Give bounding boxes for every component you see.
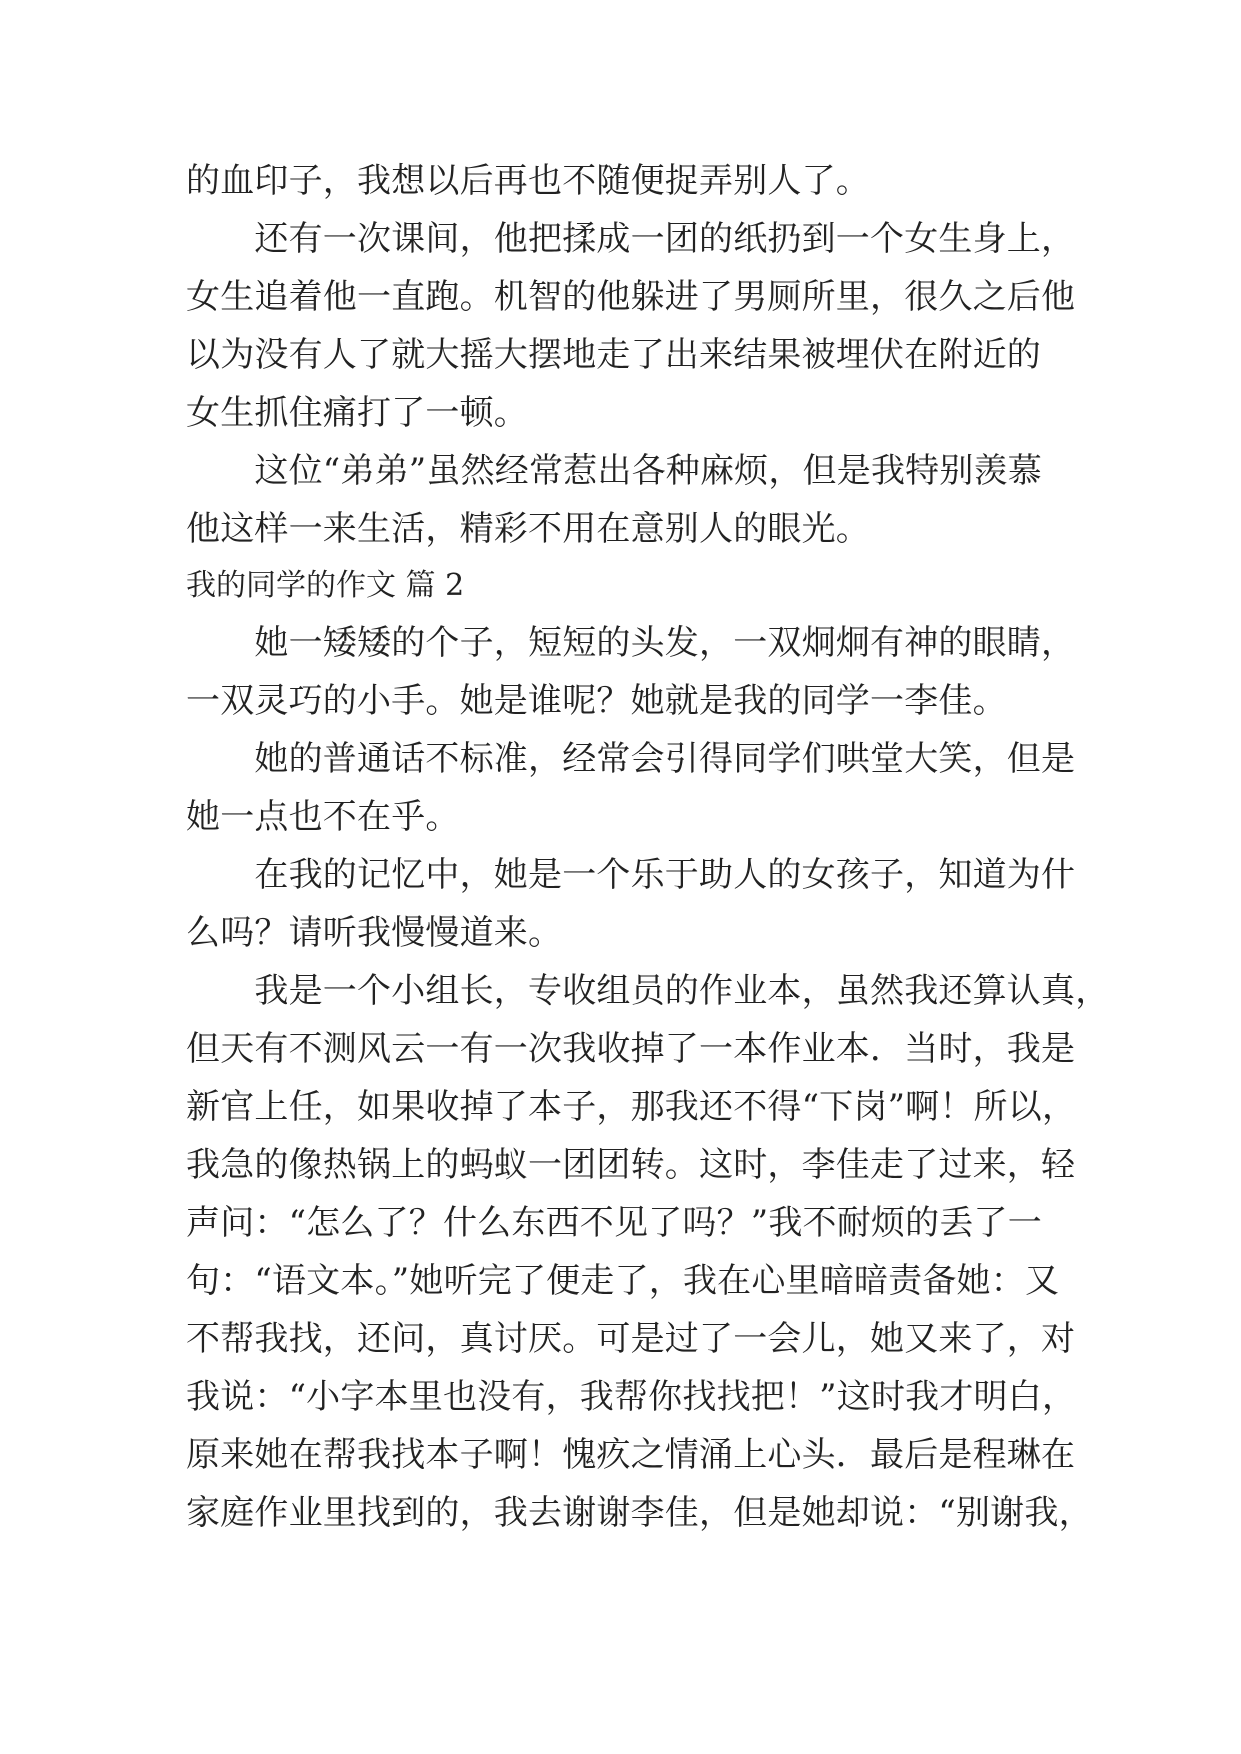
text-line: 家庭作业里找到的，我去谢谢李佳，但是她却说：“别谢我， — [186, 1493, 1093, 1533]
text-line: 在我的记忆中，她是一个乐于助人的女孩子，知道为什 — [186, 855, 1076, 895]
text-line: 女生追着他一直跑。机智的他躲进了男厕所里，很久之后他 — [186, 277, 1076, 317]
text-line: 我急的像热锅上的蚂蚁一团团转。这时，李佳走了过来，轻 — [186, 1145, 1076, 1185]
text-line: 但天有不测风云一有一次我收掉了一本作业本．当时，我是 — [186, 1029, 1076, 1069]
text-line: 他这样一来生活，精彩不用在意别人的眼光。 — [186, 509, 870, 549]
text-line: 不帮我找，还问，真讨厌。可是过了一会儿，她又来了，对 — [186, 1319, 1076, 1359]
text-line: 么吗？请听我慢慢道来。 — [186, 913, 563, 953]
text-line: 这位“弟弟”虽然经常惹出各种麻烦，但是我特别羡慕 — [186, 451, 1042, 491]
text-line: 句：“语文本。”她听完了便走了，我在心里暗暗责备她：又 — [186, 1261, 1060, 1301]
text-line: 我说：“小字本里也没有，我帮你找找把！”这时我才明白， — [186, 1377, 1077, 1417]
section-heading: 我的同学的作文 篇 2 — [186, 568, 465, 603]
text-line: 新官上任，如果收掉了本子，那我还不得“下岗”啊！所以， — [186, 1087, 1077, 1127]
text-line: 我是一个小组长，专收组员的作业本，虽然我还算认真， — [186, 971, 1110, 1011]
text-line: 以为没有人了就大摇大摆地走了出来结果被埋伏在附近的 — [186, 335, 1041, 375]
text-line: 原来她在帮我找本子啊！愧疚之情涌上心头．最后是程琳在 — [186, 1435, 1076, 1475]
text-line: 还有一次课间，他把揉成一团的纸扔到一个女生身上， — [186, 219, 1076, 259]
text-line: 一双灵巧的小手。她是谁呢？她就是我的同学一李佳。 — [186, 681, 1007, 721]
text-line: 她一点也不在乎。 — [186, 797, 460, 837]
text-line: 的血印子，我想以后再也不随便捉弄别人了。 — [186, 161, 870, 201]
text-line: 她一矮矮的个子，短短的头发，一双炯炯有神的眼睛， — [186, 623, 1076, 663]
document-body — [186, 152, 1110, 1542]
text-line: 声问：“怎么了？什么东西不见了吗？”我不耐烦的丢了一 — [186, 1203, 1042, 1243]
text-line: 女生抓住痛打了一顿。 — [186, 393, 528, 433]
text-line: 她的普通话不标准，经常会引得同学们哄堂大笑，但是 — [186, 739, 1076, 779]
